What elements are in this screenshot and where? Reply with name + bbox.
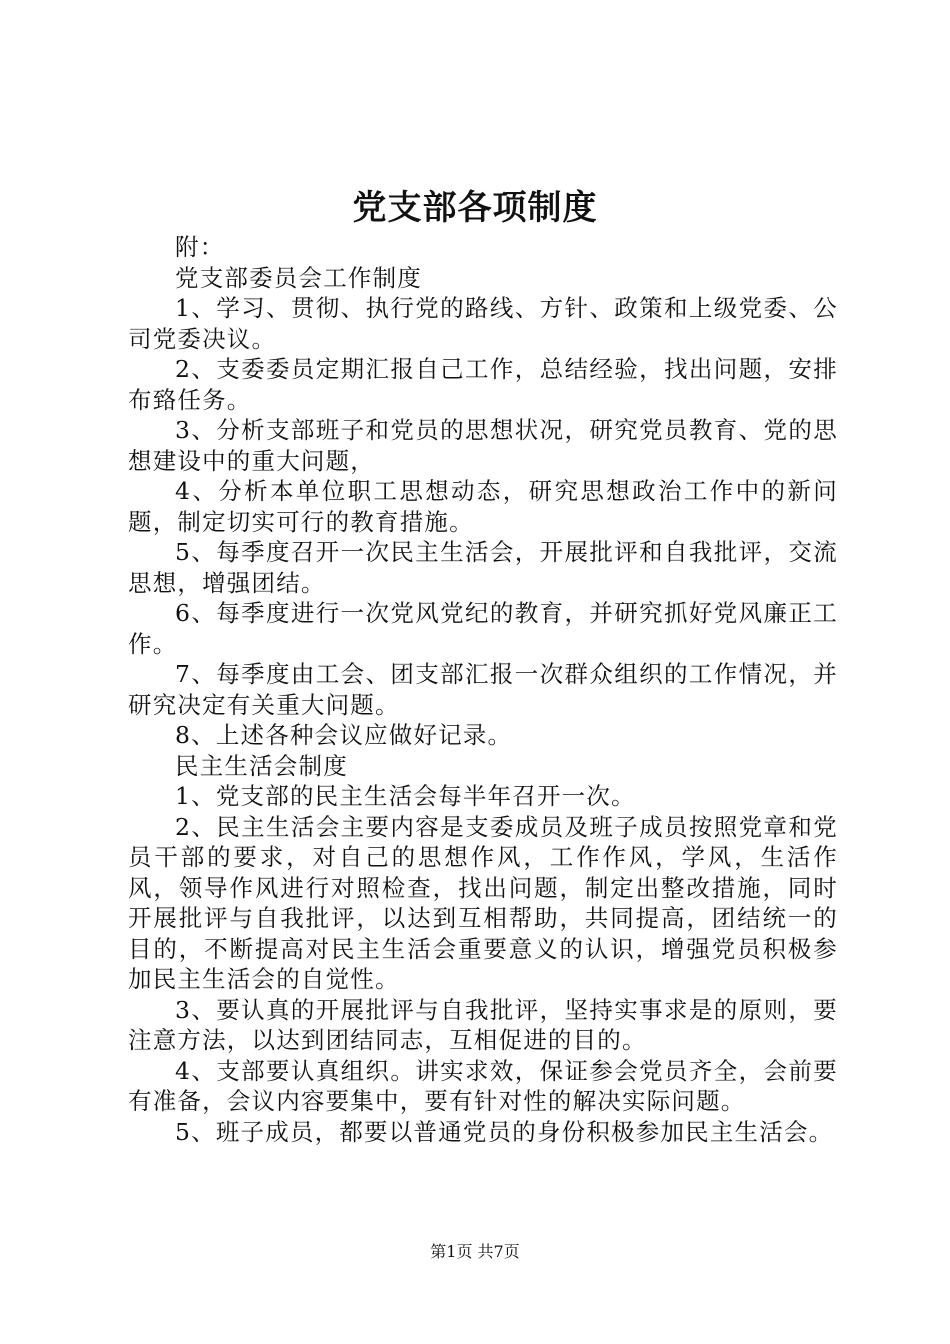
paragraph: 2、民主生活会主要内容是支委成员及班子成员按照党章和党员干部的要求，对自己的思想作风，工作作风，学风，生活作风，领导作风进行对照检查，找出问题，制定出整改措施，同时开展批评与自我批评，以达到互相帮助，共同提高，团结统一的目的，不断提高对民主生活会重要意义的认识，增强党员积极参加民主生活会的自觉性。 [128,812,838,993]
paragraph: 5、每季度召开一次民主生活会，开展批评和自我批评，交流思想，增强团结。 [128,538,838,597]
page-title: 党支部各项制度 [352,188,598,228]
paragraph: 7、每季度由工会、团支部汇报一次群众组织的工作情况，并研究决定有关重大问题。 [128,660,838,719]
paragraph: 1、学习、贯彻、执行党的路线、方针、政策和上级党委、公司党委决议。 [128,294,838,353]
paragraph: 6、每季度进行一次党风党纪的教育，并研究抓好党风廉正工作。 [128,599,838,658]
page-number-footer: 第1页 共7页 [430,1242,520,1261]
paragraph: 1、党支部的民主生活会每半年召开一次。 [175,782,636,810]
section-heading: 民主生活会制度 [175,751,348,780]
section-heading: 党支部委员会工作制度 [175,263,422,292]
paragraph: 3、要认真的开展批评与自我批评，坚持实事求是的原则，要注意方法，以达到团结同志，互相促进的目的。 [128,995,838,1054]
document-body [128,232,838,1147]
paragraph: 4、分析本单位职工思想动态，研究思想政治工作中的新问题，制定切实可行的教育措施。 [128,477,838,536]
paragraph: 8、上述各种会议应做好记录。 [175,721,513,749]
paragraph: 2、支委委员定期汇报自己工作，总结经验，找出问题，安排布臵任务。 [128,355,838,414]
paragraph: 3、分析支部班子和党员的思想状况，研究党员教育、党的思想建设中的重大问题， [128,416,838,475]
paragraph: 5、班子成员，都要以普通党员的身份积极参加民主生活会。 [175,1117,834,1146]
paragraph: 附： [175,233,225,261]
paragraph: 4、支部要认真组织。讲实求效，保证参会党员齐全，会前要有准备，会议内容要集中，要有针对性的解决实际问题。 [128,1056,838,1115]
